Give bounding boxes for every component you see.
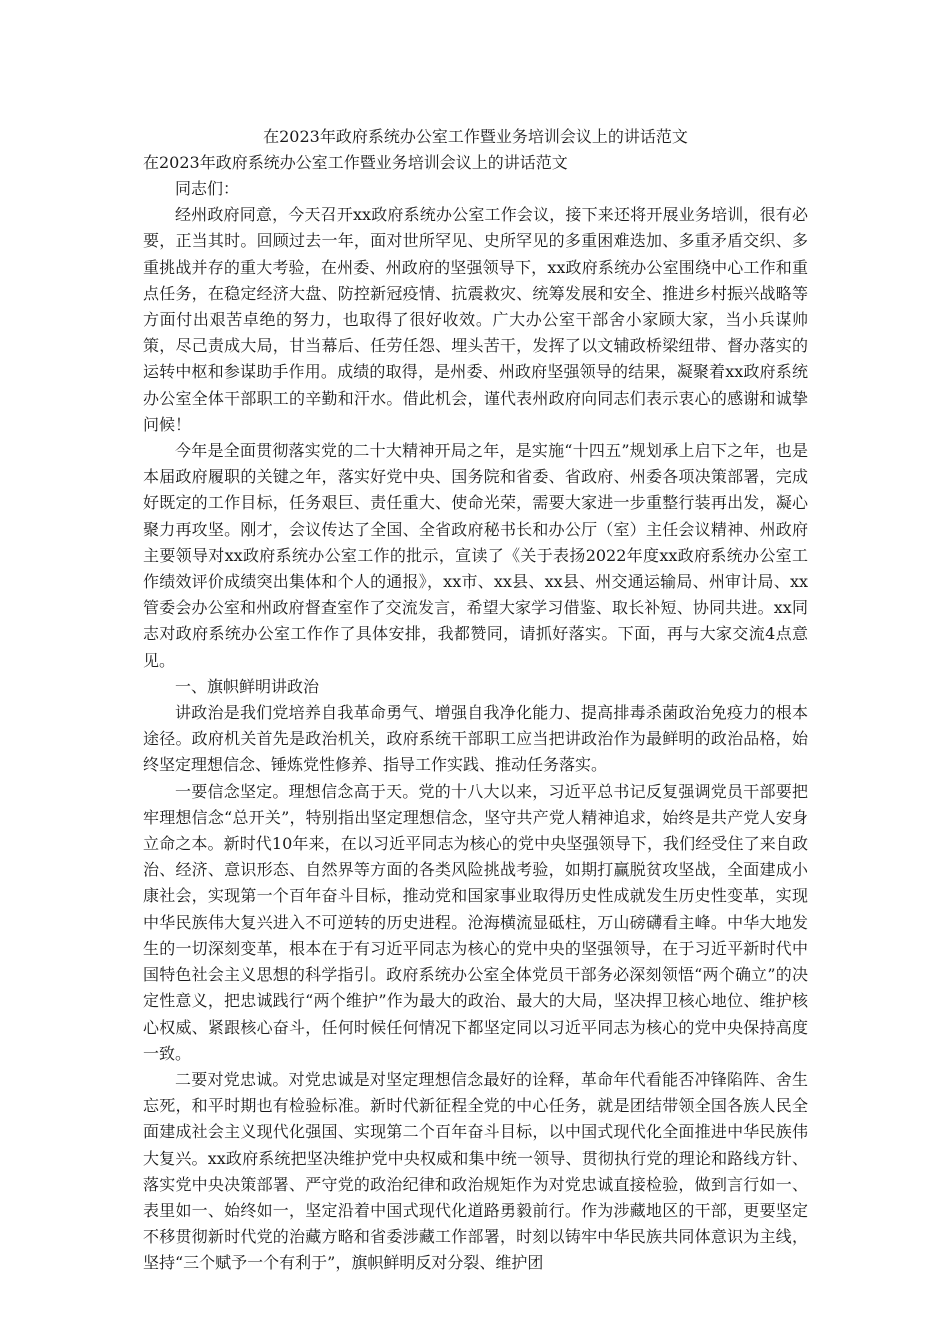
section-paragraph-2: 一要信念坚定。理想信念高于天。党的十八大以来，习近平总书记反复强调党员干部要把牢理想信念“总开关”，特别指出坚定理想信念，坚守共产党人精神追求，始终是共产党人安身立命之本。新时代10年来，在以习近平同志为核心的党中央坚强领导下，我们经受住了来自政治、经济、意识形态、自然界等方面的各类风险挑战考验，如期打赢脱贫攻坚战，全面建成小康社会，实现第一个百年奋斗目标，推动党和国家事业取得历史性成就发生历史性变革，实现中华民族伟大复兴进入不可逆转的历史进程。沧海横流显砥柱，万山磅礴看主峰。中华大地发生的一切深刻变革，根本在于有习近平同志为核心的党中央的坚强领导，在于习近平新时代中国特色社会主义思想的科学指引。政府系统办公室全体党员干部务必深刻领悟“两个确立”的决定性意义，把忠诚践行“两个维护”作为最大的政治、最大的大局，坚决捍卫核心地位、维护核心权威、紧跟核心奋斗，任何时候任何情况下都坚定同以习近平同志为核心的党中央保持高度一致。	[143, 781, 808, 1063]
document-title: 在2023年政府系统办公室工作暨业务培训会议上的讲话范文	[263, 127, 688, 146]
document-subtitle: 在2023年政府系统办公室工作暨业务培训会议上的讲话范文	[143, 153, 568, 172]
salutation: 同志们：	[175, 179, 240, 198]
document-page	[143, 124, 808, 1277]
section-paragraph-3: 二要对党忠诚。对党忠诚是对坚定理想信念最好的诠释，革命年代看能否冲锋陷阵、舍生忘死，和平时期也有检验标准。新时代新征程全党的中心任务，就是团结带领全国各族人民全面建成社会主义现代化强国、实现第二个百年奋斗目标，以中国式现代化全面推进中华民族伟大复兴。xx政府系统把坚决维护党中央权威和集中统一领导、贯彻执行党的理论和路线方针、落实党中央决策部署、严守党的政治纪律和政治规矩作为对党忠诚直接检验，做到言行如一、表里如一、始终如一，坚定沿着中国式现代化道路勇毅前行。作为涉藏地区的干部，更要坚定不移贯彻新时代党的治藏方略和省委涉藏工作部署，时刻以铸牢中华民族共同体意识为主线，坚持“三个赋予一个有利于”，旗帜鲜明反对分裂、维护团	[143, 1069, 808, 1273]
paragraph-2: 今年是全面贯彻落实党的二十大精神开局之年，是实施“十四五”规划承上启下之年，也是本届政府履职的关键之年，落实好党中央、国务院和省委、省政府、州委各项决策部署，完成好既定的工作目标，任务艰巨、责任重大、使命光荣，需要大家进一步重整行装再出发，凝心聚力再攻坚。刚才，会议传达了全国、全省政府秘书长和办公厅（室）主任会议精神、州政府主要领导对xx政府系统办公室工作的批示，宣读了《关于表扬2022年度xx政府系统办公室工作绩效评价成绩突出集体和个人的通报》，xx市、xx县、xx县、州交通运输局、州审计局、xx管委会办公室和州政府督查室作了交流发言，希望大家学习借鉴、取长补短、协同共进。xx同志对政府系统办公室工作作了具体安排，我都赞同，请抓好落实。下面，再与大家交流4点意见。	[143, 441, 808, 670]
paragraph-1: 经州政府同意，今天召开xx政府系统办公室工作会议，接下来还将开展业务培训，很有必要，正当其时。回顾过去一年，面对世所罕见、史所罕见的多重困难迭加、多重矛盾交织、多重挑战并存的重大考验，在州委、州政府的坚强领导下，xx政府系统办公室围绕中心工作和重点任务，在稳定经济大盘、防控新冠疫情、抗震救灾、统筹发展和安全、推进乡村振兴战略等方面付出艰苦卓绝的努力，也取得了很好收效。广大办公室干部舍小家顾大家，当小兵谋帅策，尽己责成大局，甘当幕后、任劳任怨、埋头苦干，发挥了以文辅政桥梁纽带、督办落实的运转中枢和参谋助手作用。成绩的取得，是州委、州政府坚强领导的结果，凝聚着xx政府系统办公室全体干部职工的辛勤和汗水。借此机会，谨代表州政府向同志们表示衷心的感谢和诚挚问候！	[143, 205, 808, 434]
section-heading: 一、旗帜鲜明讲政治	[175, 676, 320, 696]
section-paragraph-1: 讲政治是我们党培养自我革命勇气、增强自我净化能力、提高排毒杀菌政治免疫力的根本途径。政府机关首先是政治机关，政府系统干部职工应当把讲政治作为最鲜明的政治品格，始终坚定理想信念、锤炼党性修养、指导工作实践、推动任务落实。	[143, 703, 808, 775]
